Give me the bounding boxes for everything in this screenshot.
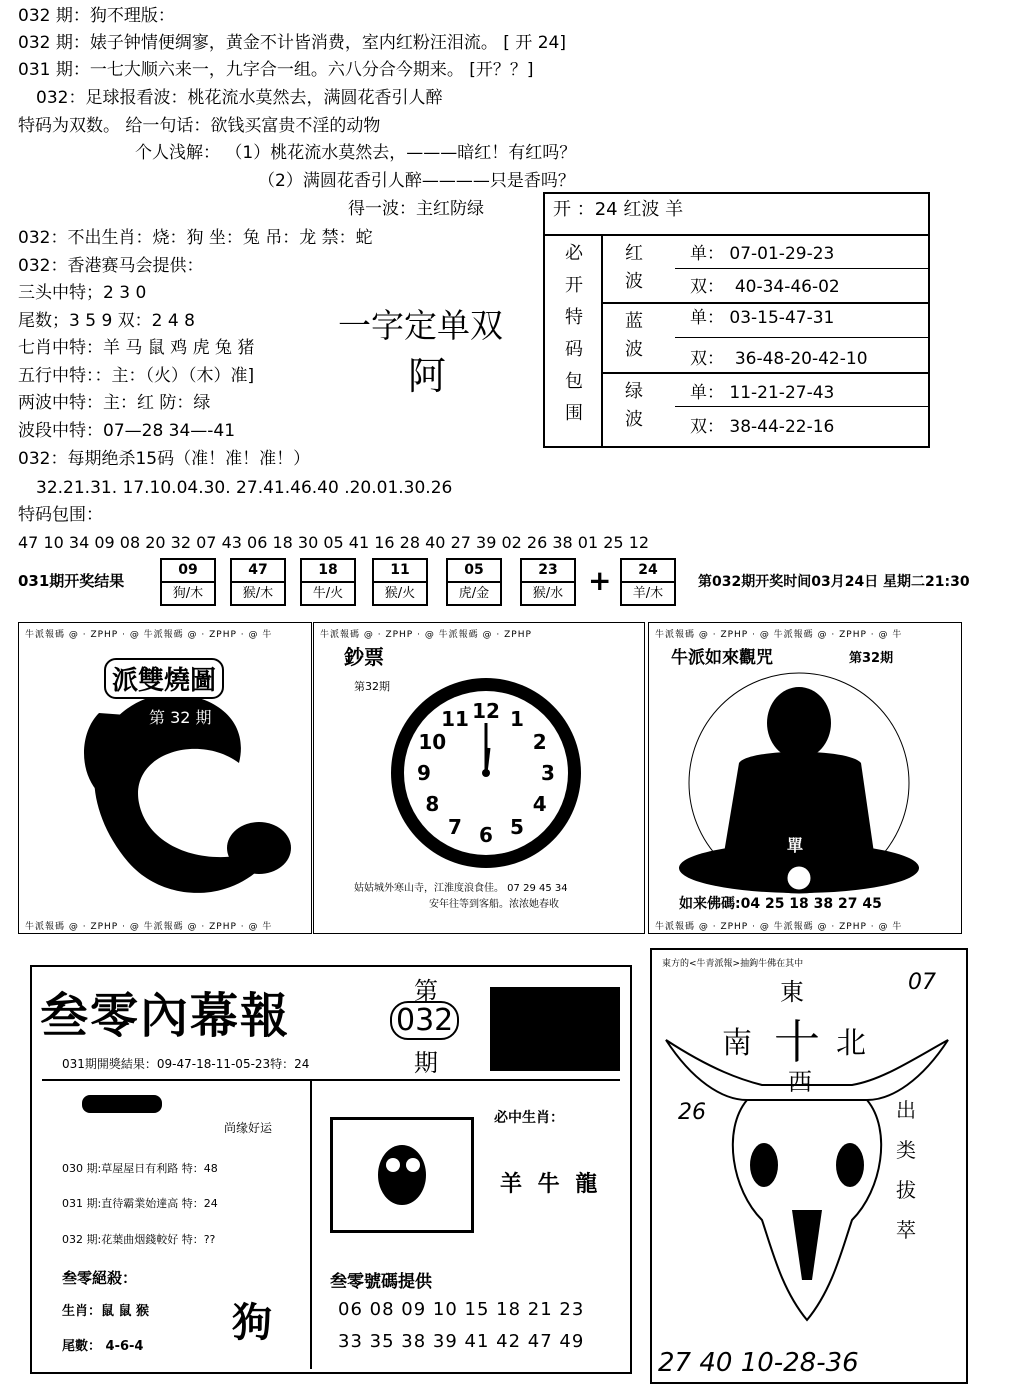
photo-block xyxy=(490,987,620,1071)
red-even: 双： 40-34-46-02 xyxy=(690,277,840,297)
panel4-kill-zodiac: 生肖：鼠 鼠 猴 xyxy=(62,1304,150,1319)
divider xyxy=(675,337,928,338)
wave-blue: 蓝 波 xyxy=(625,311,643,360)
panel4-row: 031 期:直待霸業始達高 特：24 xyxy=(62,1197,218,1210)
panel5-26: 26 xyxy=(678,1100,706,1125)
header-line-2: 032 期：婊子钟情便绸寥，黄金不计皆消费，室内红粉汪泪流。 [ 开 24] xyxy=(18,33,566,53)
cartoon-frame xyxy=(330,1117,474,1233)
panel2-title: 鈔票 xyxy=(344,645,384,669)
panel5-west: 西 xyxy=(788,1068,812,1096)
panel5-side: 出 类 拔 萃 xyxy=(896,1098,916,1242)
divider xyxy=(310,1079,312,1369)
side-char: 码 xyxy=(565,339,583,360)
results-label: 031期开奖结果 xyxy=(18,572,125,590)
blue-even: 双： 36-48-20-42-10 xyxy=(690,349,868,369)
panel3-title: 牛派如來觀咒 xyxy=(671,648,773,668)
panel4-nums1: 06 08 09 10 15 18 21 23 xyxy=(338,1299,585,1320)
panel3-belly: 單 xyxy=(787,836,804,855)
side-char: 围 xyxy=(565,403,583,424)
panel1-title: 派雙燒圖 xyxy=(104,658,224,699)
panel4-row: 032 期:花葉曲烟錢較好 特：?? xyxy=(62,1233,216,1246)
header-line-3: 031 期：一七大顺六来一，九字合一组。六八分合今期来。 [开？？] xyxy=(18,60,534,80)
panel1-issue: 第 32 期 xyxy=(149,708,212,727)
panel4-nums-title: 叁零號碼提供 xyxy=(330,1272,432,1292)
plus-sign: + xyxy=(588,564,612,597)
clock-number: 12 xyxy=(472,699,500,723)
header-line-1: 032 期：狗不理版： xyxy=(18,6,175,26)
side-char: 必 xyxy=(565,243,583,264)
divider xyxy=(675,406,928,407)
panel-buddha xyxy=(648,622,962,934)
panel4-issue-a: 第 xyxy=(414,977,438,1005)
panel4-kill-title: 叁零絕殺： xyxy=(62,1269,138,1287)
panel5-top: 東方的<牛青派報>抽鉤牛佛在其中 xyxy=(662,959,804,969)
wave-green: 绿 波 xyxy=(625,381,643,430)
clock-number: 7 xyxy=(448,814,462,839)
clock-number: 3 xyxy=(541,761,555,785)
divider xyxy=(601,234,603,446)
panel-strip: 牛派報碼 @ · ZPHP · @ 牛派報碼 @ · ZPHP xyxy=(320,630,532,640)
panel5-east: 東 xyxy=(780,978,804,1006)
left-line-10: 32.21.31. 17.10.04.30. 27.41.46.40 .20.01.30.26 xyxy=(36,478,453,498)
divider xyxy=(601,302,928,304)
panel-strip: 牛派報碼 @ · ZPHP · @ 牛派報碼 @ · ZPHP · @ 牛 xyxy=(25,630,273,640)
clock-number: 11 xyxy=(441,707,469,732)
special-ball: 24 羊/木 xyxy=(620,558,676,606)
center-sub: 阿 xyxy=(408,354,447,398)
left-line-12: 47 10 34 09 08 20 32 07 43 06 18 30 05 41 16 28 40 27 39 02 26 38 01 25 12 xyxy=(18,533,650,552)
result-ball: 23 猴/水 xyxy=(520,558,576,606)
header-line-5: 特码为双数。 给一句话：欲钱买富贵不淫的动物 xyxy=(18,116,381,136)
left-line-1: 032：不出生肖：烧：狗 坐：兔 吊：龙 禁：蛇 xyxy=(18,228,373,248)
red-odd: 单： 07-01-29-23 xyxy=(690,244,835,264)
panel4-nums2: 33 35 38 39 41 42 47 49 xyxy=(338,1331,585,1352)
clock-number: 6 xyxy=(479,823,493,847)
left-line-8: 波段中特：07—28 34—-41 xyxy=(18,421,236,441)
panel-yin-yang xyxy=(18,622,312,934)
panel4-result: 031期開獎結果：09-47-18-11-05-23特：24 xyxy=(62,1057,310,1071)
panel5-bottom: 27 40 10-28-36 xyxy=(658,1348,859,1378)
side-char: 特 xyxy=(565,307,583,328)
blue-odd: 单： 03-15-47-31 xyxy=(690,308,835,328)
panel-strip: 牛派報碼 @ · ZPHP · @ 牛派報碼 @ · ZPHP · @ 牛 xyxy=(655,922,903,932)
clock-number: 4 xyxy=(532,792,547,816)
next-draw: 第032期开奖时间03月24日 星期二21:30 xyxy=(698,574,970,590)
left-line-6: 五行中特：：主：（火）（木）准] xyxy=(18,366,255,386)
panel5-south: 南 xyxy=(722,1026,752,1061)
panel-bull-skull xyxy=(650,948,968,1384)
panel4-kill-tail: 尾數： 4-6-4 xyxy=(62,1339,144,1354)
clock-number: 1 xyxy=(510,707,524,732)
panel5-07: 07 xyxy=(908,970,936,995)
header-line-6: 个人浅解： （1）桃花流水莫然去，———暗红！有红吗？ xyxy=(135,143,577,163)
cartoon-art xyxy=(333,1120,471,1230)
left-line-4: 尾数；3 5 9 双：2 4 8 xyxy=(18,311,195,331)
panel4-left-head: 尚缘好运 xyxy=(224,1121,273,1135)
panel4-title: 叁零內幕報 xyxy=(40,988,291,1044)
panel-inside-news xyxy=(30,965,632,1374)
divider xyxy=(601,372,928,374)
result-ball: 05 虎/金 xyxy=(446,558,502,606)
result-ball: 09 狗/木 xyxy=(160,558,216,606)
panel2-foot2: 安年往等到客船。浓浓她春收 xyxy=(429,899,559,910)
panel-clock xyxy=(313,622,645,934)
left-line-5: 七肖中特：羊 马 鼠 鸡 虎 兔 猪 xyxy=(18,338,255,358)
header-line-8: 得一波：主红防绿 xyxy=(348,199,484,219)
panel4-issue-num: 032 xyxy=(390,1001,459,1040)
clock-number: 2 xyxy=(532,730,547,754)
label-bar xyxy=(82,1095,162,1113)
green-odd: 单： 11-21-27-43 xyxy=(690,383,835,403)
buddha-art xyxy=(649,623,961,933)
panel3-foot: 如来佛碼:04 25 18 38 27 45 xyxy=(679,896,882,912)
left-line-7: 两波中特：主：红 防：绿 xyxy=(18,393,211,413)
clock-number: 8 xyxy=(425,792,440,816)
panel5-ten: 十 xyxy=(774,1015,820,1069)
divider xyxy=(675,268,928,269)
result-ball: 47 猴/木 xyxy=(230,558,286,606)
box-open: 开 ：24 红波 羊 xyxy=(553,199,684,220)
header-line-4: 032：足球报看波：桃花流水莫然去，满圆花香引人醉 xyxy=(36,88,443,108)
clock-number: 10 xyxy=(418,730,447,754)
left-line-2: 032：香港赛马会提供： xyxy=(18,256,204,276)
side-char: 包 xyxy=(565,371,583,392)
box-side xyxy=(565,238,585,430)
panel2-foot1: 姑姑城外寒山寺，江淮度浪食佳。 07 29 45 34 xyxy=(354,883,568,894)
panel-strip: 牛派報碼 @ · ZPHP · @ 牛派報碼 @ · ZPHP · @ 牛 xyxy=(25,922,273,932)
prediction-box xyxy=(543,192,930,448)
clock-number: 5 xyxy=(510,814,524,839)
result-ball: 18 牛/火 xyxy=(300,558,356,606)
header-line-7: （2）满圆花香引人醉————只是香吗？ xyxy=(258,171,575,191)
panel-strip: 牛派報碼 @ · ZPHP · @ 牛派報碼 @ · ZPHP · @ 牛 xyxy=(655,630,903,640)
side-char: 开 xyxy=(565,275,583,296)
left-line-3: 三头中特；2 3 0 xyxy=(18,283,147,303)
panel4-must-title: 必中生肖： xyxy=(494,1110,564,1126)
divider xyxy=(42,1079,620,1081)
skull-art xyxy=(652,950,966,1382)
panel4-dog: 狗 xyxy=(232,1299,272,1346)
center-title: 一字定单双 xyxy=(338,306,503,345)
left-line-11: 特码包围： xyxy=(18,505,103,525)
wave-red: 红 波 xyxy=(625,243,643,292)
panel4-issue-b: 期 xyxy=(414,1049,438,1077)
result-ball: 11 猴/火 xyxy=(372,558,428,606)
left-line-9: 032：每期绝杀15码（准！准！准！） xyxy=(18,449,311,469)
green-even: 双： 38-44-22-16 xyxy=(690,417,835,437)
clock-number: 9 xyxy=(417,761,431,785)
panel5-north: 北 xyxy=(836,1026,866,1061)
panel3-issue: 第32期 xyxy=(849,651,894,666)
panel4-row: 030 期:草屋屋日有利路 特：48 xyxy=(62,1162,218,1175)
panel4-must: 羊 牛 龍 xyxy=(500,1172,602,1197)
panel2-issue: 第32期 xyxy=(354,680,390,693)
